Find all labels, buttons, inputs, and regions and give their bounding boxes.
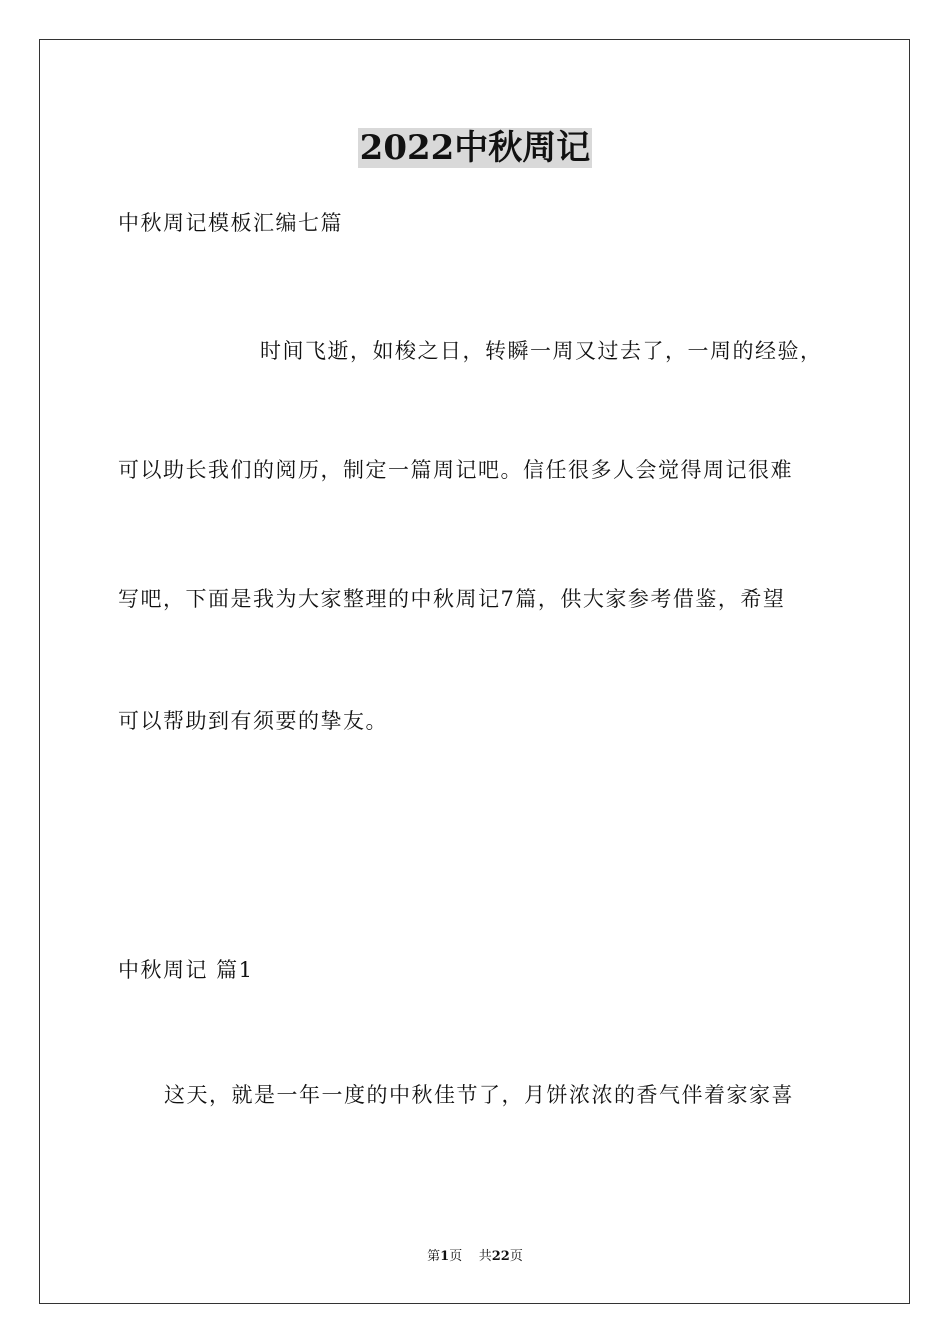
document-subtitle: 中秋周记模板汇编七篇 <box>118 211 343 235</box>
intro-line-3: 写吧，下面是我为大家整理的中秋周记7篇，供大家参考借鉴，希望 <box>118 587 786 611</box>
footer-page-total: 22 <box>491 1249 510 1264</box>
document-title-text: 2022中秋周记 <box>359 128 591 168</box>
section-line-1: 这天，就是一年一度的中秋佳节了，月饼浓浓的香气伴着家家喜 <box>164 1083 794 1107</box>
footer-page-suffix: 页 <box>509 1249 523 1264</box>
page-footer <box>0 1248 950 1266</box>
footer-page-prefix: 第 <box>427 1249 441 1264</box>
intro-line-2: 可以助长我们的阅历，制定一篇周记吧。信任很多人会觉得周记很难 <box>118 458 793 482</box>
intro-line-4: 可以帮助到有须要的挚友。 <box>118 709 388 733</box>
footer-page-mid: 页 共 <box>449 1249 492 1264</box>
footer-page-current: 1 <box>440 1249 450 1264</box>
intro-line-1: 时间飞逝，如梭之日，转瞬一周又过去了，一周的经验， <box>260 339 823 363</box>
section-heading: 中秋周记 篇1 <box>118 958 254 982</box>
document-title <box>0 126 950 170</box>
